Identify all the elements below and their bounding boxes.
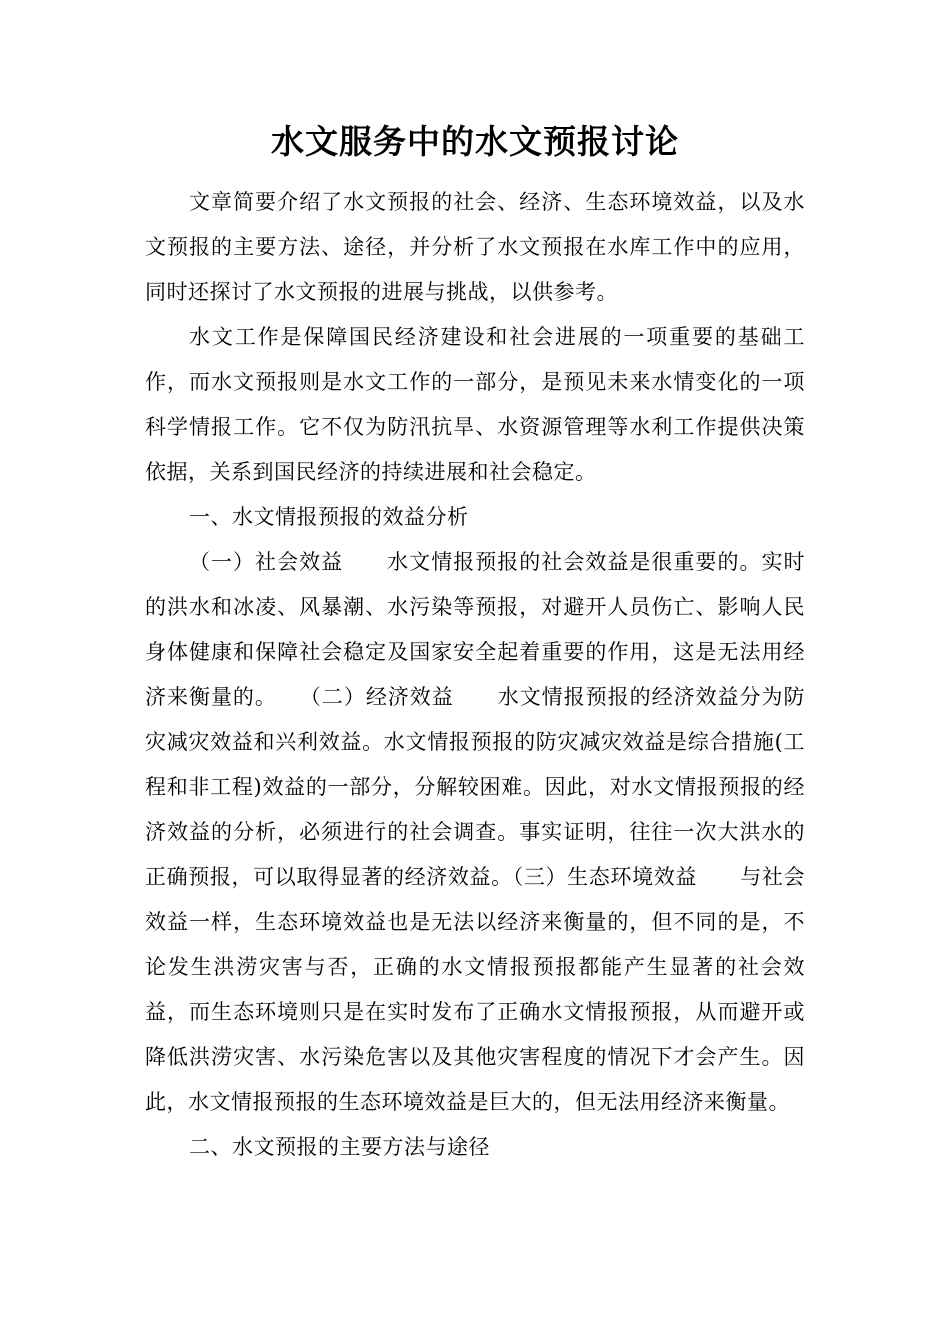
document-body — [145, 180, 805, 1170]
paragraph-intro: 水文工作是保障国民经济建设和社会进展的一项重要的基础工作，而水文预报则是水文工作的一部分，是预见未来水情变化的一项科学情报工作。它不仅为防汛抗旱、水资源管理等水利工作提供决策依据，关系到国民经济的持续进展和社会稳定。 — [145, 325, 805, 484]
document-title: 水文服务中的水文预报讨论 — [271, 122, 679, 161]
section-heading-1: 一、水文情报预报的效益分析 — [189, 505, 469, 529]
paragraph-benefits: （一）社会效益 水文情报预报的社会效益是很重要的。实时的洪水和冰凌、风暴潮、水污染等预报，对避开人员伤亡、影响人民身体健康和保障社会稳定及国家安全起着重要的作用，这是无法用经济来衡量的。 （二）经济效益 水文情报预报的经济效益分为防灾减灾效益和兴利效益。水文情报预报的防灾减灾效益是综合措施(工程和非工程)效益的一部分，分解较困难。因此，对水文情报预报的经济效益的分析，必须进行的社会调查。事实证明，往往一次大洪水的正确预报，可以取得显著的经济效益。（三）生态环境效益 与社会效益一样，生态环境效益也是无法以经济来衡量的，但不同的是，不论发生洪涝灾害与否，正确的水文情报预报都能产生显著的社会效益，而生态环境则只是在实时发布了正确水文情报预报，从而避开或降低洪涝灾害、水污染危害以及其他灾害程度的情况下才会产生。因此，水文情报预报的生态环境效益是巨大的，但无法用经济来衡量。 — [145, 550, 805, 1114]
paragraph-abstract: 文章简要介绍了水文预报的社会、经济、生态环境效益，以及水文预报的主要方法、途径，并分析了水文预报在水库工作中的应用，同时还探讨了水文预报的进展与挑战，以供参考。 — [145, 190, 805, 304]
section-heading-2: 二、水文预报的主要方法与途径 — [189, 1135, 490, 1159]
